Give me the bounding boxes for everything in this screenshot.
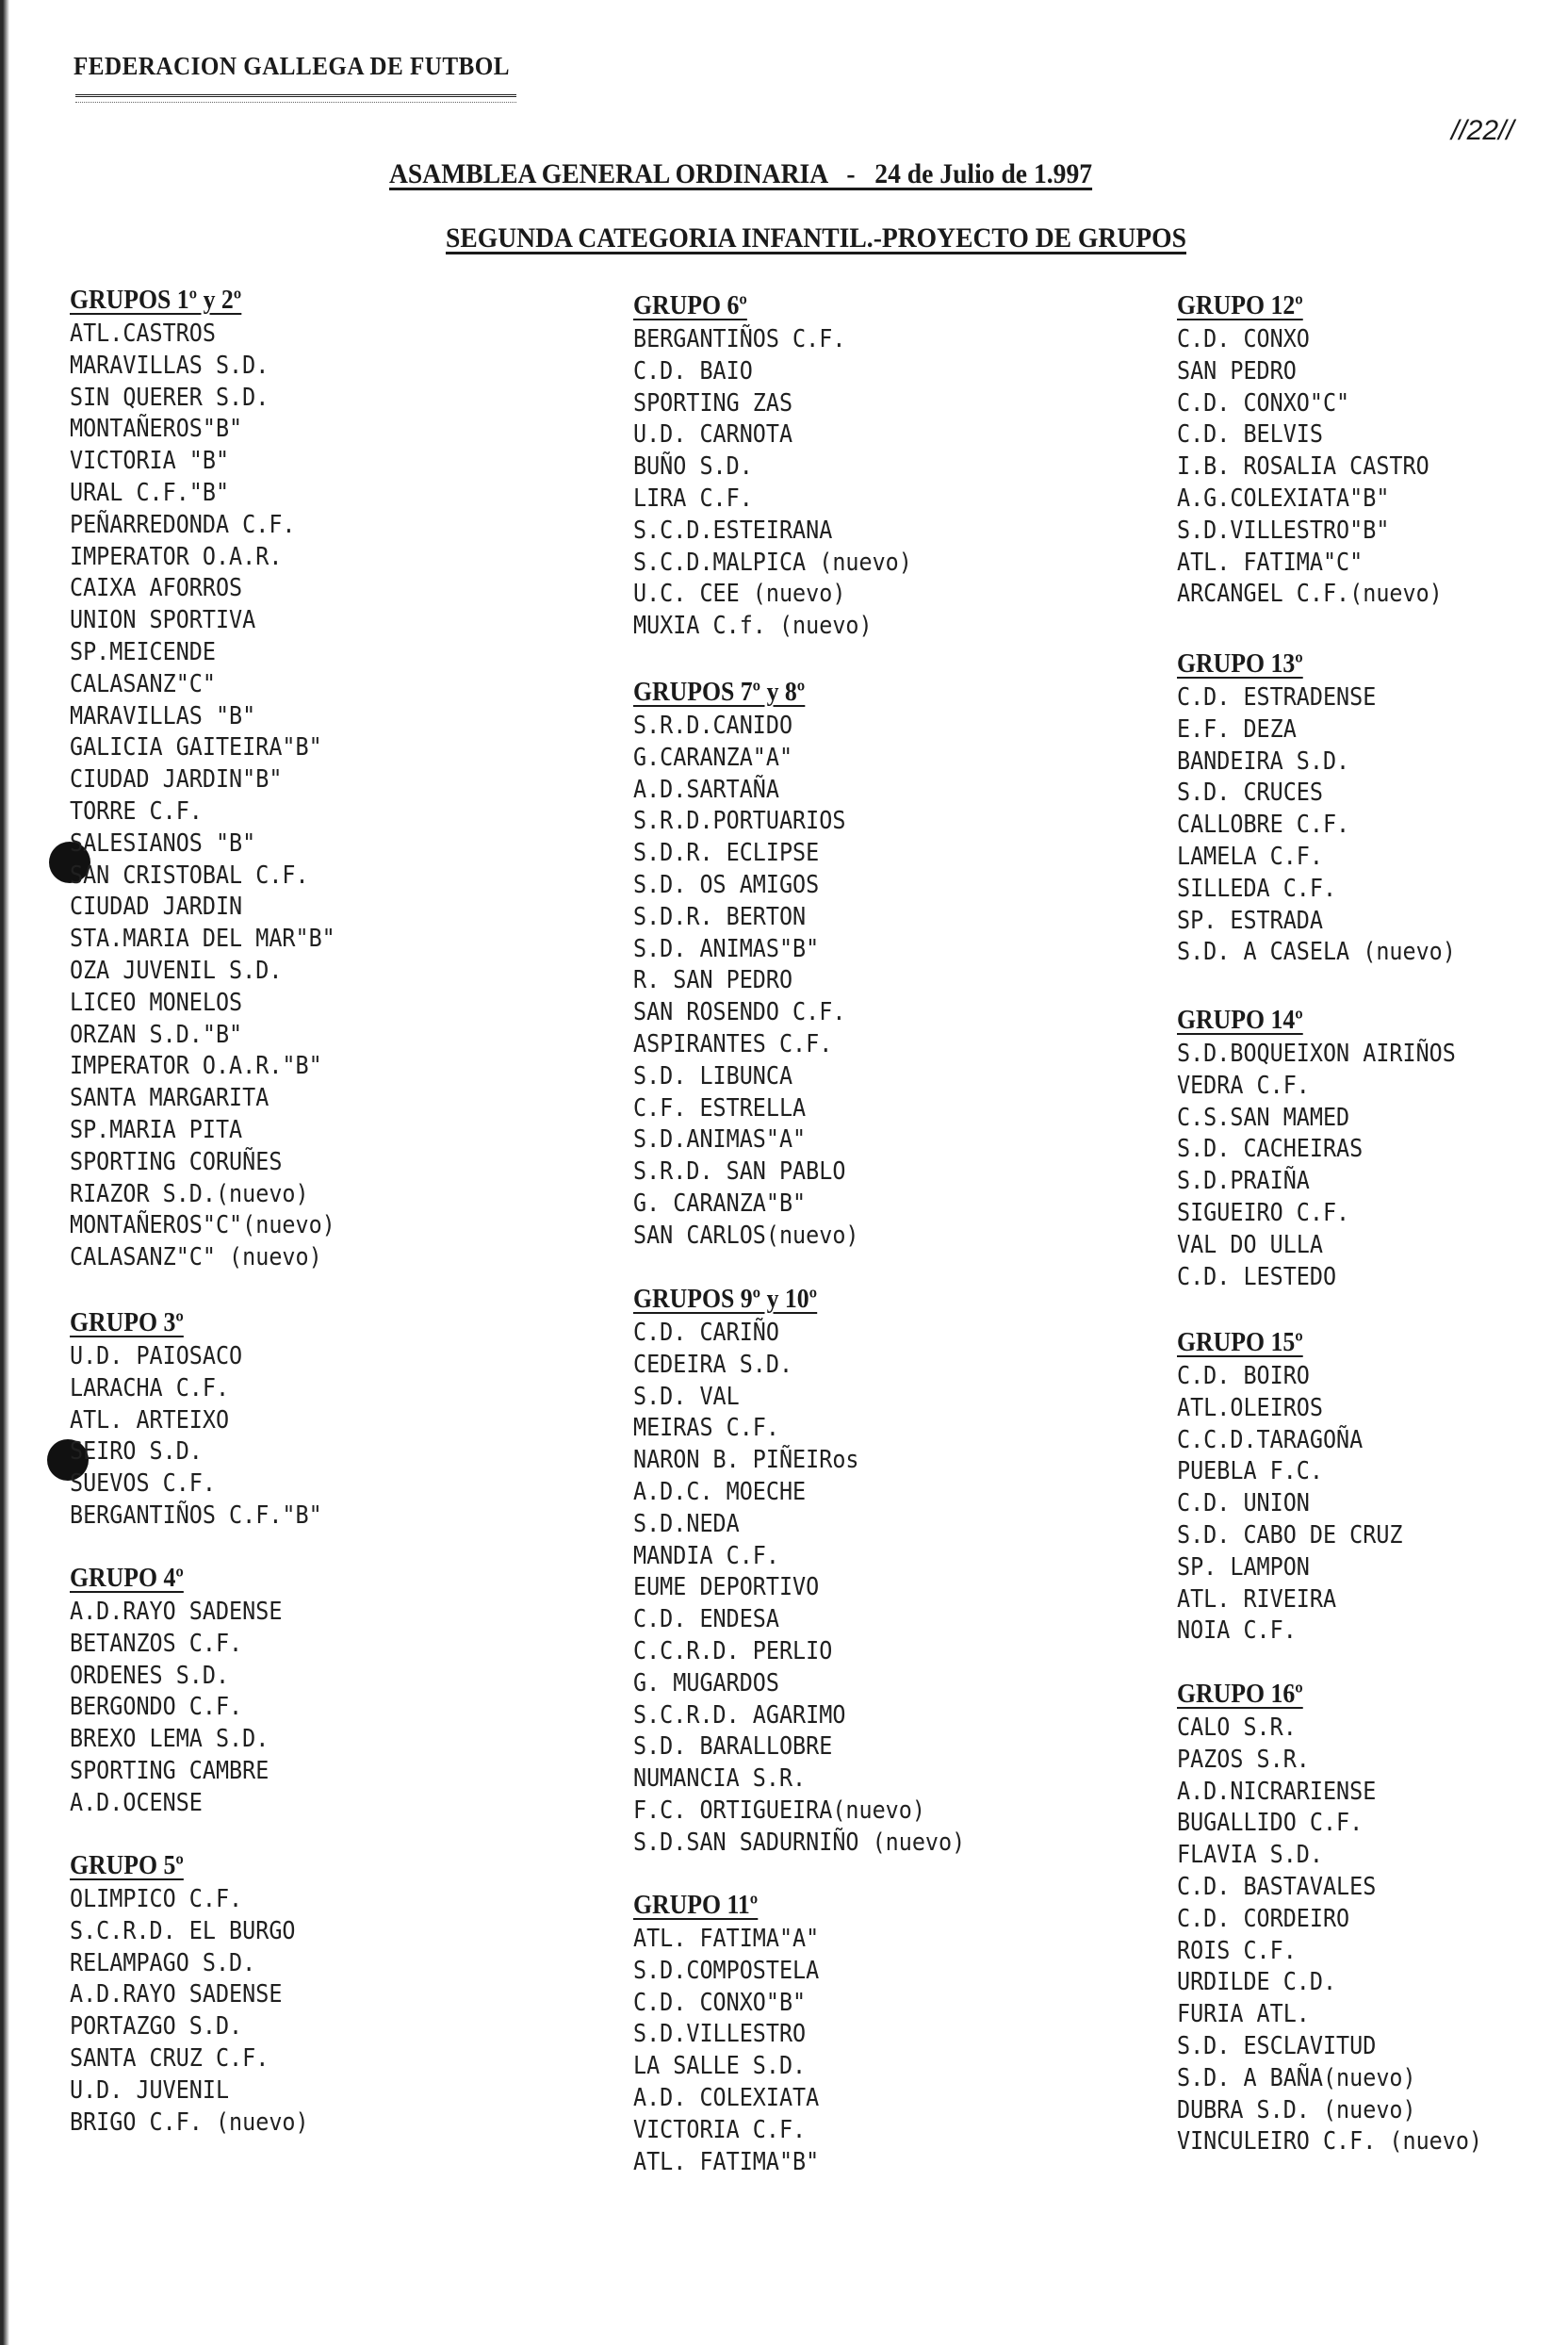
- team-entry: CALO S.R.: [1177, 1714, 1297, 1742]
- team-entry: S.C.R.D. EL BURGO: [70, 1916, 296, 1945]
- team-entry: C.D. CORDEIRO: [1177, 1904, 1350, 1933]
- team-entry: C.D. ESTRADENSE: [1177, 683, 1377, 712]
- page-number: //22//: [1451, 115, 1514, 146]
- team-entry: C.D. BASTAVALES: [1177, 1872, 1377, 1901]
- team-entry: URAL C.F."B": [70, 478, 230, 507]
- team-entry: S.D. VAL: [633, 1382, 740, 1411]
- group-block: [1177, 1327, 1428, 1648]
- team-entry: C.D. ENDESA: [633, 1605, 779, 1634]
- team-entry: C.D. UNION: [1177, 1489, 1310, 1518]
- team-entry: RELAMPAGO S.D.: [70, 1948, 256, 1977]
- group-title: GRUPO 3º: [70, 1308, 184, 1337]
- team-entry: S.D.PRAIÑA: [1177, 1167, 1310, 1196]
- team-entry: S.D. BARALLOBRE: [633, 1732, 833, 1762]
- team-entry: ATL.OLEIROS: [1177, 1393, 1323, 1422]
- team-entry: OLIMPICO C.F.: [70, 1885, 243, 1913]
- team-entry: SAN ROSENDO C.F.: [633, 998, 846, 1027]
- team-entry: PORTAZGO S.D.: [70, 2012, 243, 2042]
- team-entry: SEIRO S.D.: [70, 1437, 203, 1467]
- team-entry: U.D. CARNOTA: [633, 420, 793, 450]
- team-entry: G. MUGARDOS: [633, 1668, 779, 1697]
- team-entry: SP. LAMPON: [1177, 1552, 1310, 1582]
- header-rule: [75, 94, 516, 97]
- team-entry: BRIGO C.F. (nuevo): [70, 2107, 309, 2137]
- team-entry: U.D. PAIOSACO: [70, 1342, 243, 1370]
- group-block: [633, 1284, 1002, 1860]
- team-entry: MARAVILLAS S.D.: [70, 351, 270, 380]
- team-entry: ATL. FATIMA"B": [633, 2147, 820, 2176]
- team-entry: S.D. A CASELA (nuevo): [1177, 938, 1456, 967]
- team-entry: S.D.R. ECLIPSE: [633, 839, 820, 868]
- group-title: GRUPO 4º: [70, 1564, 184, 1593]
- team-entry: S.D. CRUCES: [1177, 779, 1323, 808]
- group-block: [633, 677, 884, 1253]
- team-entry: VEDRA C.F.: [1177, 1071, 1310, 1100]
- team-entry: MONTAÑEROS"C"(nuevo): [70, 1211, 335, 1240]
- group-title: GRUPO 13º: [1177, 649, 1303, 679]
- team-entry: SALESIANOS "B": [70, 828, 256, 858]
- team-entry: PUEBLA F.C.: [1177, 1457, 1323, 1486]
- team-entry: A.D. COLEXIATA: [633, 2083, 820, 2112]
- team-entry: C.S.SAN MAMED: [1177, 1103, 1350, 1132]
- team-entry: BUÑO S.D.: [633, 452, 753, 482]
- team-entry: SP. ESTRADA: [1177, 906, 1323, 935]
- team-entry: ATL.CASTROS: [70, 320, 216, 348]
- team-entry: CALASANZ"C": [70, 669, 216, 698]
- team-entry: ROIS C.F.: [1177, 1936, 1297, 1965]
- team-entry: MONTAÑEROS"B": [70, 415, 243, 444]
- group-title: GRUPO 5º: [70, 1851, 184, 1880]
- group-title: GRUPO 16º: [1177, 1680, 1303, 1709]
- team-entry: MARAVILLAS "B": [70, 701, 256, 730]
- team-entry: U.C. CEE (nuevo): [633, 580, 846, 609]
- group-title: GRUPOS 9º y 10º: [633, 1285, 818, 1314]
- team-entry: I.B. ROSALIA CASTRO: [1177, 452, 1429, 482]
- team-entry: MANDIA C.F.: [633, 1541, 779, 1570]
- team-entry: C.D. CARIÑO: [633, 1319, 779, 1347]
- team-entry: U.D. JUVENIL: [70, 2075, 230, 2105]
- team-entry: C.D. LESTEDO: [1177, 1262, 1337, 1291]
- group-title: GRUPO 6º: [633, 291, 747, 320]
- team-entry: A.D.RAYO SADENSE: [70, 1598, 283, 1626]
- team-entry: VICTORIA "B": [70, 447, 230, 476]
- team-entry: OZA JUVENIL S.D.: [70, 956, 283, 985]
- group-block: [70, 1563, 305, 1820]
- group-block: [1177, 1005, 1487, 1293]
- team-entry: CEDEIRA S.D.: [633, 1350, 793, 1379]
- team-entry: S.D. A BAÑA(nuevo): [1177, 2063, 1416, 2092]
- team-entry: S.D. LIBUNCA: [633, 1061, 793, 1091]
- team-entry: SILLEDA C.F.: [1177, 874, 1337, 903]
- team-entry: LICEO MONELOS: [70, 988, 243, 1017]
- team-entry: ASPIRANTES C.F.: [633, 1029, 833, 1058]
- team-entry: BUGALLIDO C.F.: [1177, 1809, 1364, 1838]
- team-entry: A.D.SARTAÑA: [633, 775, 779, 804]
- team-entry: SUEVOS C.F.: [70, 1469, 216, 1499]
- team-entry: UNION SPORTIVA: [70, 606, 256, 635]
- team-entry: LARACHA C.F.: [70, 1373, 230, 1402]
- group-block: [70, 285, 365, 1274]
- team-entry: C.F. ESTRELLA: [633, 1093, 807, 1123]
- team-entry: S.D.R. BERTON: [633, 902, 807, 931]
- team-entry: CIUDAD JARDIN: [70, 893, 243, 922]
- group-title: GRUPO 12º: [1177, 291, 1303, 320]
- team-entry: STA.MARIA DEL MAR"B": [70, 925, 335, 954]
- team-entry: SANTA CRUZ C.F.: [70, 2043, 270, 2073]
- group-block: [1177, 648, 1487, 969]
- team-entry: NUMANCIA S.R.: [633, 1764, 807, 1794]
- team-entry: C.C.R.D. PERLIO: [633, 1636, 833, 1665]
- team-entry: SANTA MARGARITA: [70, 1084, 270, 1113]
- team-entry: SAN CRISTOBAL C.F.: [70, 861, 309, 890]
- team-entry: SP.MARIA PITA: [70, 1115, 243, 1144]
- team-entry: TORRE C.F.: [70, 796, 203, 826]
- team-entry: CALASANZ"C" (nuevo): [70, 1243, 322, 1272]
- team-entry: CAIXA AFORROS: [70, 574, 243, 603]
- team-entry: S.D. CACHEIRAS: [1177, 1135, 1364, 1164]
- team-entry: E.F. DEZA: [1177, 714, 1297, 744]
- team-entry: VAL DO ULLA: [1177, 1230, 1323, 1259]
- team-entry: C.D. CONXO: [1177, 325, 1310, 353]
- team-entry: S.D.ANIMAS"A": [633, 1125, 807, 1155]
- group-block: [1177, 1679, 1516, 2158]
- scan-edge: [0, 0, 9, 2345]
- team-entry: ATL. FATIMA"A": [633, 1925, 820, 1953]
- team-entry: BERGANTIÑOS C.F.: [633, 325, 846, 353]
- team-entry: S.C.D.MALPICA (nuevo): [633, 548, 912, 577]
- team-entry: VINCULEIRO C.F. (nuevo): [1177, 2127, 1483, 2156]
- team-entry: SAN PEDRO: [1177, 356, 1297, 385]
- team-entry: FLAVIA S.D.: [1177, 1841, 1323, 1870]
- team-entry: IMPERATOR O.A.R."B": [70, 1052, 322, 1081]
- group-title: GRUPO 14º: [1177, 1006, 1303, 1035]
- team-entry: S.D. ANIMAS"B": [633, 934, 820, 963]
- team-entry: S.D. CABO DE CRUZ: [1177, 1520, 1403, 1550]
- section-heading: SEGUNDA CATEGORIA INFANTIL.-PROYECTO DE GRUPOS: [446, 222, 1186, 254]
- group-block: [633, 1890, 840, 2178]
- team-entry: C.C.D.TARAGOÑA: [1177, 1425, 1364, 1454]
- team-entry: MUXIA C.f. (nuevo): [633, 612, 873, 641]
- team-entry: NARON B. PIÑEIRos: [633, 1446, 859, 1475]
- team-entry: BERGANTIÑOS C.F."B": [70, 1500, 322, 1530]
- group-block: [1177, 290, 1472, 611]
- team-entry: S.D.VILLESTRO"B": [1177, 516, 1390, 545]
- header-rule-dotted: [75, 102, 516, 103]
- team-entry: A.D.C. MOECHE: [633, 1477, 807, 1506]
- team-entry: S.D.BOQUEIXON AIRIÑOS: [1177, 1040, 1456, 1068]
- team-entry: FURIA ATL.: [1177, 2000, 1310, 2029]
- team-entry: DUBRA S.D. (nuevo): [1177, 2095, 1416, 2124]
- team-entry: S.R.D.PORTUARIOS: [633, 807, 846, 836]
- group-block: [70, 1307, 350, 1533]
- team-entry: SPORTING CORUÑES: [70, 1147, 283, 1176]
- team-entry: GALICIA GAITEIRA"B": [70, 733, 322, 763]
- team-entry: R. SAN PEDRO: [633, 966, 793, 995]
- group-title: GRUPOS 7º y 8º: [633, 678, 806, 707]
- team-entry: URDILDE C.D.: [1177, 1968, 1337, 1997]
- team-entry: S.R.D.CANIDO: [633, 712, 793, 740]
- team-entry: S.D. ESCLAVITUD: [1177, 2031, 1377, 2060]
- team-entry: ARCANGEL C.F.(nuevo): [1177, 580, 1443, 609]
- team-entry: LAMELA C.F.: [1177, 842, 1323, 871]
- team-entry: SP.MEICENDE: [70, 637, 216, 666]
- team-entry: LA SALLE S.D.: [633, 2052, 807, 2081]
- team-entry: VICTORIA C.F.: [633, 2115, 807, 2144]
- group-title: GRUPOS 1º y 2º: [70, 286, 242, 315]
- team-entry: G. CARANZA"B": [633, 1189, 807, 1218]
- team-entry: RIAZOR S.D.(nuevo): [70, 1179, 309, 1208]
- team-entry: PEÑARREDONDA C.F.: [70, 510, 296, 539]
- team-entry: BERGONDO C.F.: [70, 1693, 243, 1722]
- team-entry: MEIRAS C.F.: [633, 1414, 779, 1443]
- group-block: [633, 290, 943, 643]
- group-title: GRUPO 15º: [1177, 1328, 1303, 1357]
- team-entry: S.C.R.D. AGARIMO: [633, 1700, 846, 1730]
- team-entry: SPORTING CAMBRE: [70, 1756, 270, 1785]
- team-entry: S.D.SAN SADURNIÑO (nuevo): [633, 1828, 966, 1857]
- team-entry: C.D. CONXO"C": [1177, 388, 1350, 418]
- team-entry: S.D.NEDA: [633, 1509, 740, 1538]
- team-entry: LIRA C.F.: [633, 484, 753, 513]
- team-entry: S.R.D. SAN PABLO: [633, 1157, 846, 1187]
- team-entry: G.CARANZA"A": [633, 743, 793, 772]
- federation-name: FEDERACION GALLEGA DE FUTBOL: [74, 52, 510, 80]
- team-entry: NOIA C.F.: [1177, 1616, 1297, 1646]
- team-entry: ORZAN S.D."B": [70, 1020, 243, 1049]
- team-entry: SPORTING ZAS: [633, 388, 793, 418]
- team-entry: A.D.NICRARIENSE: [1177, 1777, 1377, 1806]
- team-entry: SAN CARLOS(nuevo): [633, 1221, 859, 1250]
- team-entry: S.D.VILLESTRO: [633, 2020, 807, 2049]
- team-entry: SIGUEIRO C.F.: [1177, 1198, 1350, 1227]
- team-entry: ATL. FATIMA"C": [1177, 548, 1364, 577]
- team-entry: ORDENES S.D.: [70, 1661, 230, 1690]
- team-entry: S.C.D.ESTEIRANA: [633, 516, 833, 545]
- team-entry: A.G.COLEXIATA"B": [1177, 484, 1390, 513]
- team-entry: CALLOBRE C.F.: [1177, 811, 1350, 840]
- team-entry: C.D. BELVIS: [1177, 420, 1323, 450]
- group-block: [70, 1850, 335, 2139]
- team-entry: IMPERATOR O.A.R.: [70, 542, 283, 571]
- team-entry: BANDEIRA S.D.: [1177, 746, 1350, 776]
- team-entry: ATL. RIVEIRA: [1177, 1584, 1337, 1614]
- team-entry: A.D.OCENSE: [70, 1788, 203, 1817]
- team-entry: BREXO LEMA S.D.: [70, 1725, 270, 1754]
- team-entry: S.D. OS AMIGOS: [633, 870, 820, 899]
- team-entry: S.D.COMPOSTELA: [633, 1956, 820, 1985]
- team-entry: A.D.RAYO SADENSE: [70, 1980, 283, 2009]
- team-entry: EUME DEPORTIVO: [633, 1573, 820, 1602]
- team-entry: ATL. ARTEIXO: [70, 1405, 230, 1435]
- assembly-heading: ASAMBLEA GENERAL ORDINARIA - 24 de Julio de 1.997: [389, 158, 1093, 189]
- team-entry: BETANZOS C.F.: [70, 1629, 243, 1658]
- team-entry: CIUDAD JARDIN"B": [70, 765, 283, 795]
- team-entry: C.D. CONXO"B": [633, 1988, 807, 2017]
- team-entry: C.D. BOIRO: [1177, 1362, 1310, 1390]
- team-entry: SIN QUERER S.D.: [70, 383, 270, 412]
- team-entry: PAZOS S.R.: [1177, 1745, 1310, 1774]
- team-entry: F.C. ORTIGUEIRA(nuevo): [633, 1796, 925, 1825]
- team-entry: C.D. BAIO: [633, 356, 753, 385]
- group-title: GRUPO 11º: [633, 1891, 759, 1920]
